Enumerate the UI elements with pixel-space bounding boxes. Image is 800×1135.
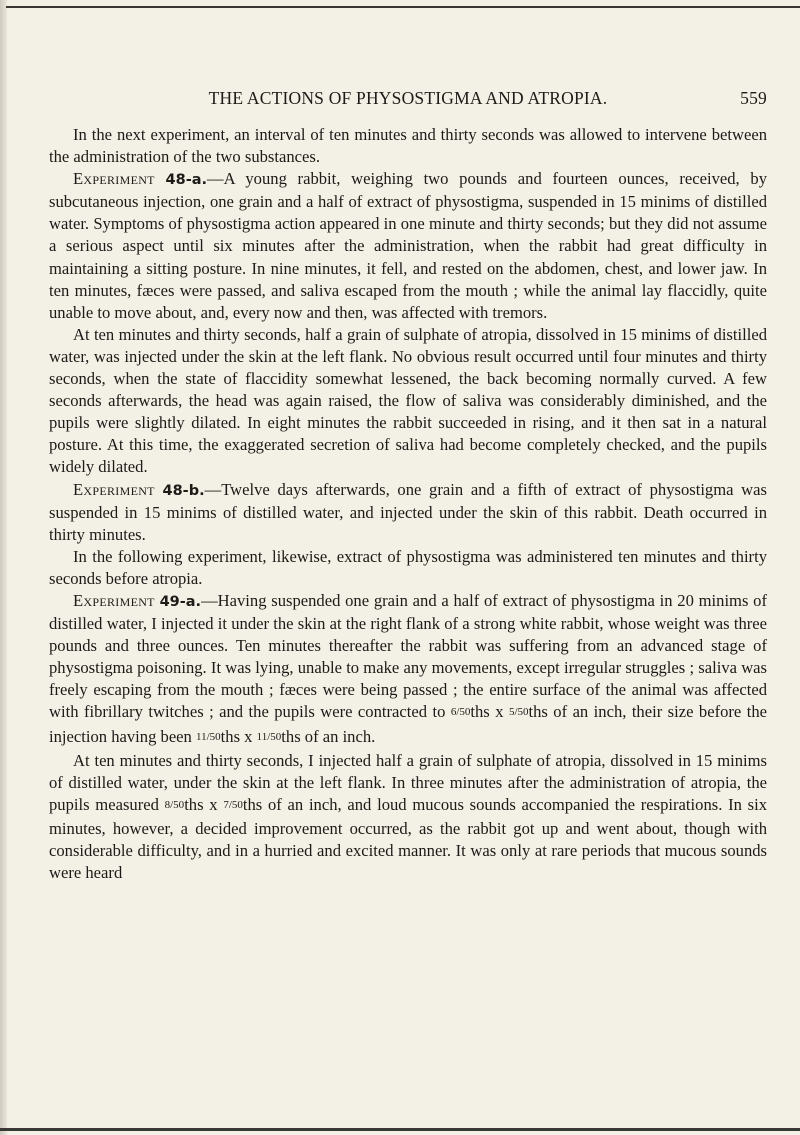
experiment-label: Experiment — [73, 479, 155, 499]
paragraph — [49, 124, 767, 168]
paragraph-text: ths x — [184, 794, 224, 814]
top-edge-rule — [6, 6, 800, 8]
experiment-number: 48-a. — [165, 172, 208, 189]
paragraph-text: In the following experiment, likewise, extract of physostigma was administered ten minutes and thirty seconds before atropia. — [49, 546, 767, 588]
experiment-number: 49-a. — [159, 593, 202, 610]
paragraph-text: ths x — [470, 702, 509, 722]
page-number: 559 — [740, 88, 767, 108]
experiment-label: Experiment — [73, 169, 155, 189]
paragraph-text: ths of an inch, and loud mucous sounds accompanied the respirations. In six minutes, however, a decided improvement occurred, as the rabbit got up and went about, though with considerable difficulty, and in a hurried and excited manner. It was only at rare periods that mucous sounds were heard — [49, 794, 767, 883]
paragraph-text: ths x — [220, 726, 257, 746]
bottom-edge-rule — [0, 1128, 800, 1131]
fraction: 5/50 — [508, 706, 529, 719]
paragraph — [49, 168, 767, 324]
fraction: 8/50 — [164, 798, 185, 811]
paragraph-text: ths of an inch, their size before the injection having been — [49, 702, 767, 746]
paragraph-text: At ten minutes and thirty seconds, I injected half a grain of sulphate of atropia, dissolved in 15 minims of distilled water, under the skin at the left flank. In three minutes after the administration of atropia, the pupils measured — [49, 750, 767, 814]
fraction: 7/50 — [223, 798, 243, 811]
page-spine-shadow — [0, 0, 7, 1135]
running-header-title: THE ACTIONS OF PHYSOSTIGMA AND ATROPIA. — [208, 88, 608, 108]
paragraph — [49, 546, 767, 590]
paragraph — [49, 750, 767, 885]
paragraph-text: —A young rabbit, weighing two pounds and fourteen ounces, received, by subcutaneous injection, one grain and a half of extract of physostigma, suspended in 15 minims of distilled water. Symptoms of physostigma action appeared in one minute and thirty seconds; but they did not assume a serious aspect until six minutes after the administration, when the rabbit had great difficulty in maintaining a sitting posture. In nine minutes, it fell, and rested on the abdomen, chest, and lower jaw. In ten minutes, fæces were passed, and saliva escaped from the mouth ; while the animal lay flaccidly, quite unable to move about, and, every now and then, was affected with tremors. — [49, 169, 767, 322]
experiment-label: Experiment — [73, 590, 155, 610]
paragraph-text: —Twelve days afterwards, one grain and a fifth of extract of physostigma was suspended in 15 minims of distilled water, and injected under the skin of this rabbit. Death occurred in thirty minutes. — [49, 479, 767, 544]
paragraph-text: ths of an inch. — [281, 726, 376, 746]
body-text — [49, 124, 767, 884]
fraction: 11/50 — [196, 730, 221, 743]
paragraph — [49, 324, 767, 479]
paragraph — [49, 590, 767, 750]
fraction: 6/50 — [450, 706, 471, 719]
fraction: 11/50 — [256, 730, 282, 743]
paragraph-text: At ten minutes and thirty seconds, half a grain of sulphate of atropia, dissolved in 15 minims of distilled water, was injected under the skin at the left flank. No obvious result occurred until four minutes and thirty seconds, when the state of flaccidity somewhat lessened, the back becoming normally curved. A few seconds afterwards, the head was again raised, the flow of saliva was considerably diminished, and the pupils were slightly dilated. In eight minutes the rabbit succeeded in rising, and it then sat in a natural posture. At this time, the exaggerated secretion of saliva had become completely checked, and the pupils widely dilated. — [49, 324, 767, 477]
paragraph-text: —Having suspended one grain and a half of extract of physostigma in 20 minims of distilled water, I injected it under the skin at the right flank of a strong white rabbit, whose weight was three pounds and three ounces. Ten minutes thereafter the rabbit was suffering from an advanced stage of physostigma poisoning. It was lying, unable to make any movements, except irregular struggles ; saliva was freely escaping from the mouth ; fæces were being passed ; the entire surface of the animal was affected with fibrillary twitches ; and the pupils were contracted to — [49, 590, 767, 722]
experiment-number: 48-b. — [162, 482, 205, 499]
paragraph-text: In the next experiment, an interval of ten minutes and thirty seconds was allowed to intervene between the administration of the two substances. — [49, 125, 767, 167]
document-page — [49, 88, 767, 884]
paragraph — [49, 479, 767, 546]
running-header — [49, 88, 767, 118]
